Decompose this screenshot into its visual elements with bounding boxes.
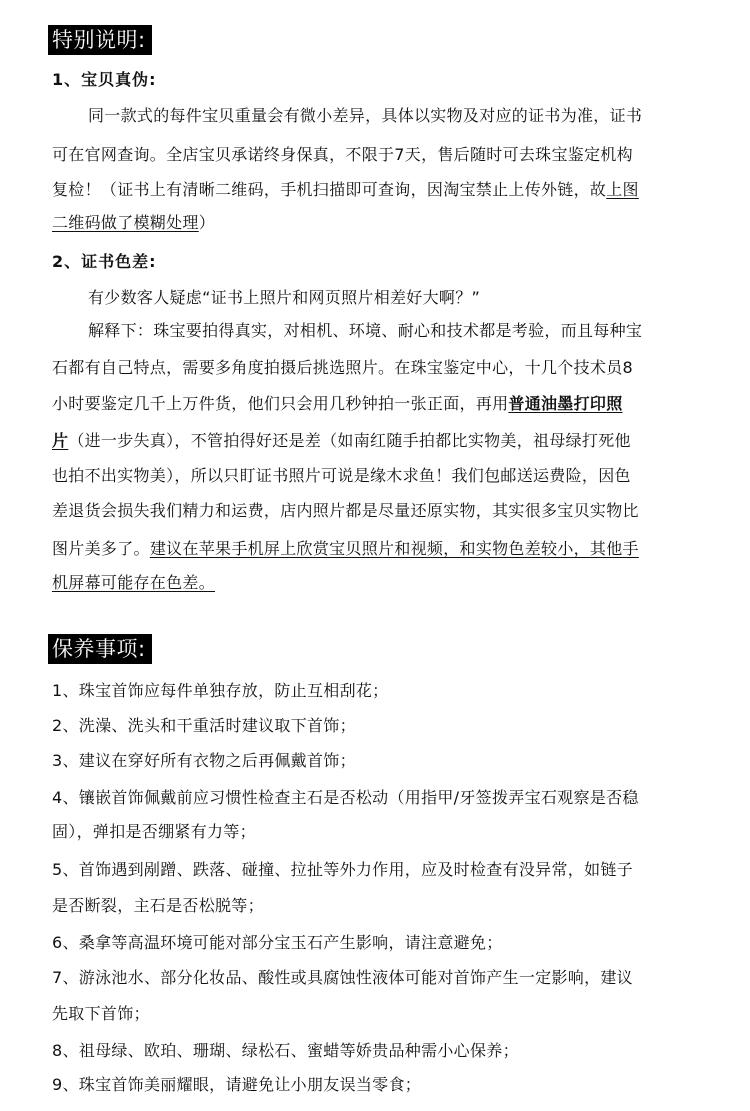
notes-item2-p7-underlined: 建议在苹果手机屏上欣赏宝贝照片和视频，和实物色差较小，其他手	[149, 539, 639, 558]
notes-item2-p8	[52, 573, 700, 593]
care-item-7a: 7、游泳池水、部分化妆品、酸性或具腐蚀性液体可能对首饰产生一定影响，建议	[52, 968, 633, 987]
notes-item2-p4-text: （进一步失真），不管拍得好还是差（如南红随手拍都比实物美，祖母绿打死他	[68, 431, 631, 450]
care-item-9: 9、珠宝首饰美丽耀眼，请避免让小朋友误当零食；	[52, 1075, 422, 1094]
notes-item2-p1: 解释下：珠宝要拍得真实，对相机、环境、耐心和技术都是考验，而且每种宝	[88, 321, 643, 340]
notes-title: 特别说明:	[48, 25, 152, 55]
care-item-5b: 是否断裂，主石是否松脱等；	[52, 896, 264, 915]
notes-item2-p6: 差退货会损失我们精力和运费，店内照片都是尽量还原实物，其实很多宝贝实物比	[52, 501, 639, 520]
care-item-5a: 5、首饰遇到剐蹭、跌落、碰撞、拉扯等外力作用，应及时检查有没异常，如链子	[52, 860, 633, 879]
notes-item2-p3	[52, 394, 700, 414]
notes-item1-line4-underlined: 二维码做了模糊处理	[52, 213, 199, 232]
notes-item2-p5: 也拍不出实物美），所以只盯证书照片可说是缘木求鱼！我们包邮送运费险，因色	[52, 466, 631, 485]
notes-item2-p4-bold: 片	[52, 431, 69, 450]
notes-item1-line3	[52, 180, 700, 200]
notes-item1-line3-underlined: 上图	[606, 180, 639, 199]
care-item-3: 3、建议在穿好所有衣物之后再佩戴首饰；	[52, 751, 356, 770]
care-item-4b: 固），弹扣是否绷紧有力等；	[52, 822, 256, 841]
care-item-6: 6、桑拿等高温环境可能对部分宝玉石产生影响，请注意避免；	[52, 933, 503, 952]
notes-item2-p4	[52, 431, 700, 451]
notes-item2-p7-text: 图片美多了。	[52, 539, 150, 558]
notes-item2-heading: 2、证书色差:	[52, 252, 157, 271]
notes-item2-p3-bold: 普通油墨打印照	[508, 394, 623, 413]
notes-item1-line4	[52, 213, 700, 233]
care-item-2: 2、洗澡、洗头和干重活时建议取下首饰；	[52, 716, 356, 735]
notes-item2-p7	[52, 539, 700, 559]
notes-item2-p3-text: 小时要鉴定几千上万件货，他们只会用几秒钟拍一张正面，再用	[52, 394, 509, 413]
care-item-1: 1、珠宝首饰应每件单独存放，防止互相刮花；	[52, 681, 389, 700]
notes-item2-p2: 石都有自己特点，需要多角度拍摄后挑选照片。在珠宝鉴定中心，十几个技术员8	[52, 358, 633, 377]
notes-item1-heading: 1、宝贝真伪:	[52, 70, 157, 89]
notes-item1-line4-tail: ）	[198, 213, 216, 232]
notes-item1-line2: 可在官网查询。全店宝贝承诺终身保真，不限于7天，售后随时可去珠宝鉴定机构	[52, 145, 633, 164]
notes-item2-p8-underlined: 机屏幕可能存在色差。	[52, 573, 216, 592]
care-item-7b: 先取下首饰；	[52, 1004, 150, 1023]
care-item-8: 8、祖母绿、欧珀、珊瑚、绿松石、蜜蜡等娇贵品种需小心保养；	[52, 1041, 519, 1060]
notes-item1-line1: 同一款式的每件宝贝重量会有微小差异，具体以实物及对应的证书为准，证书	[88, 106, 643, 125]
notes-item2-quote: 有少数客人疑虑“证书上照片和网页照片相差好大啊？”	[88, 288, 481, 307]
care-item-4a: 4、镶嵌首饰佩戴前应习惯性检查主石是否松动（用指甲/牙签拨弄宝石观察是否稳	[52, 788, 639, 807]
care-title: 保养事项:	[48, 634, 152, 664]
notes-item1-line3-text: 复检！（证书上有清晰二维码，手机扫描即可查询，因淘宝禁止上传外链，故	[52, 180, 607, 199]
